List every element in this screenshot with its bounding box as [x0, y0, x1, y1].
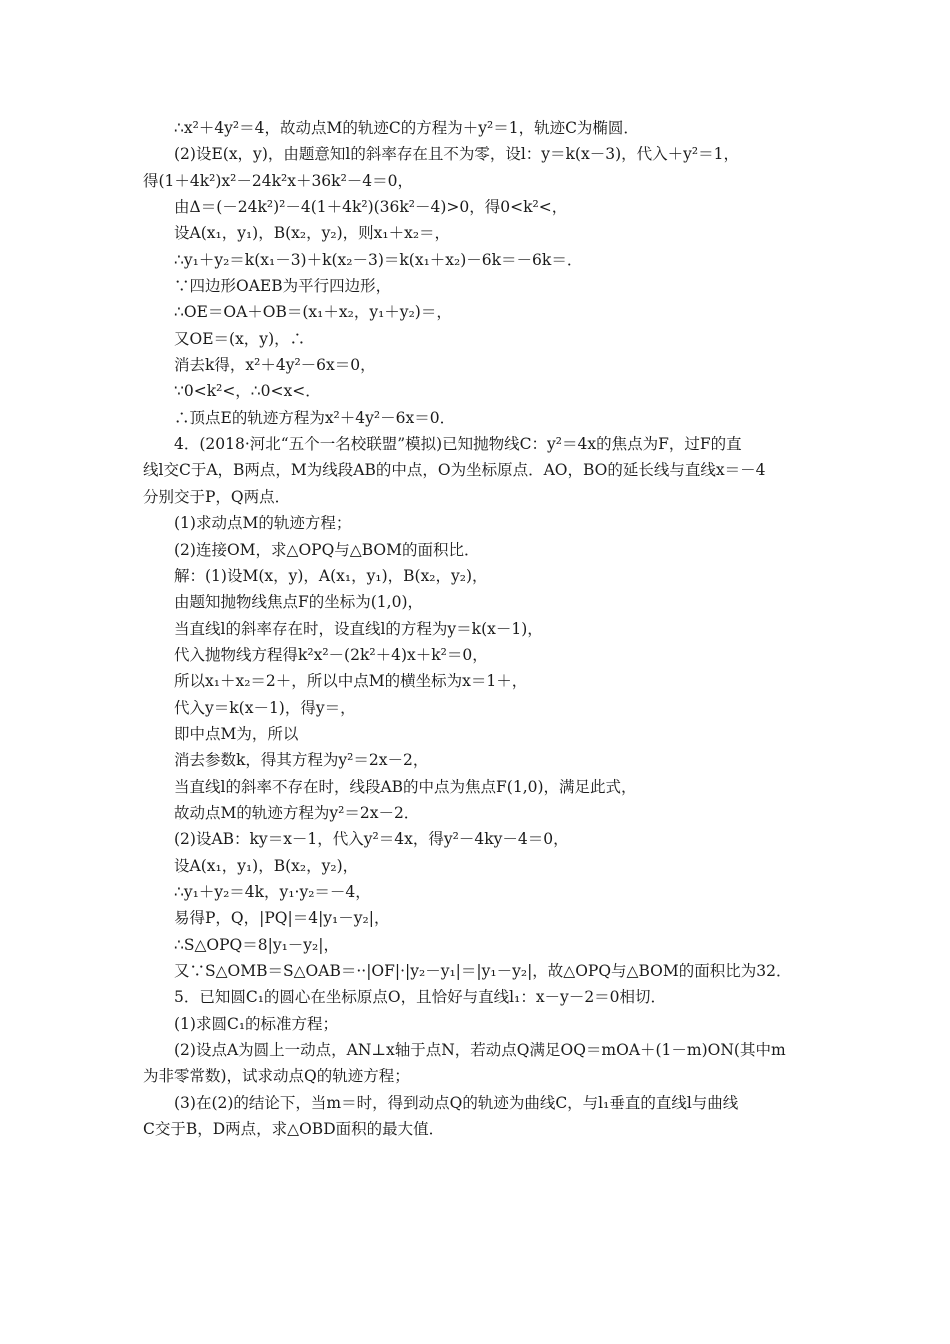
text-line: ∴S△OPQ＝8|y₁－y₂|，: [174, 935, 339, 954]
text-line: 又OE＝(x，y)，∴: [174, 329, 306, 348]
text-line: 解：(1)设M(x，y)，A(x₁，y₁)，B(x₂，y₂)，: [174, 566, 488, 585]
text-line: (2)设点A为圆上一动点，AN⊥x轴于点N，若动点Q满足OQ＝mOA＋(1－m)ON(其中m: [174, 1041, 786, 1060]
text-line: 消去k得，x²＋4y²－6x＝0，: [174, 356, 376, 375]
text-line: 代入抛物线方程得k²x²－(2k²＋4)x＋k²＝0，: [174, 645, 488, 664]
text-line: ∴x²＋4y²＝4，故动点M的轨迹C的方程为＋y²＝1，轨迹C为椭圆．: [174, 119, 639, 137]
text-line: (1)求动点M的轨迹方程；: [174, 514, 352, 533]
text-line: 即中点M为，所以: [174, 724, 299, 743]
text-line: 当直线l的斜率存在时，设直线l的方程为y＝k(x－1)，: [174, 619, 543, 638]
text-line: ∴y₁＋y₂＝k(x₁－3)＋k(x₂－3)＝k(x₁＋x₂)－6k＝－6k＝．: [174, 250, 583, 269]
text-line: 又∵S△OMB＝S△OAB＝··|OF|·|y₂－y₁|＝|y₁－y₂|，故△OPQ与△BOM的面积比为32．: [174, 962, 792, 980]
text-line: 4．(2018·河北“五个一名校联盟”模拟)已知抛物线C：y²＝4x的焦点为F，过F的直: [174, 435, 742, 454]
text-line: 设A(x₁，y₁)，B(x₂，y₂)，: [174, 856, 359, 875]
document-body: [143, 115, 815, 1142]
text-line: (2)连接OM，求△OPQ与△BOM的面积比．: [174, 540, 480, 559]
text-line: (3)在(2)的结论下，当m＝时，得到动点Q的轨迹为曲线C，与l₁垂直的直线l与曲线: [174, 1093, 739, 1112]
text-line: 为非零常数)，试求动点Q的轨迹方程；: [143, 1067, 410, 1086]
text-line: (2)设AB：ky＝x－1，代入y²＝4x，得y²－4ky－4＝0，: [174, 830, 569, 849]
text-line: 由Δ＝(－24k²)²－4(1＋4k²)(36k²－4)>0，得0<k²<，: [174, 198, 568, 217]
text-line: ∴y₁＋y₂＝4k，y₁·y₂＝－4，: [174, 882, 371, 901]
text-line: 由题知抛物线焦点F的坐标为(1,0)，: [174, 593, 424, 612]
text-line: 消去参数k，得其方程为y²＝2x－2，: [174, 751, 429, 770]
text-line: 易得P，Q，|PQ|＝4|y₁－y₂|，: [174, 909, 390, 928]
text-line: ∴顶点E的轨迹方程为x²＋4y²－6x＝0．: [174, 408, 456, 427]
text-line: 分别交于P，Q两点．: [143, 487, 291, 506]
text-line: 所以x₁＋x₂＝2＋，所以中点M的横坐标为x＝1＋，: [174, 672, 528, 691]
text-line: (2)设E(x，y)，由题意知l的斜率存在且不为零，设l：y＝k(x－3)，代入＋y²＝1，: [174, 145, 739, 164]
text-line: ∵0<k²<，∴0<x<．: [174, 382, 321, 401]
text-line: 故动点M的轨迹方程为y²＝2x－2．: [174, 803, 420, 822]
text-line: ∵四边形OAEB为平行四边形，: [174, 277, 392, 296]
text-line: 代入y＝k(x－1)，得y＝，: [174, 698, 356, 717]
text-line: 5．已知圆C₁的圆心在坐标原点O，且恰好与直线l₁：x－y－2＝0相切．: [174, 988, 667, 1007]
text-line: 当直线l的斜率不存在时，线段AB的中点为焦点F(1,0)，满足此式，: [174, 777, 637, 796]
text-line: ∴OE＝OA＋OB＝(x₁＋x₂，y₁＋y₂)＝，: [174, 303, 452, 322]
text-line: 线l交C于A，B两点，M为线段AB的中点，O为坐标原点．AO，BO的延长线与直线x＝－4: [143, 461, 766, 480]
text-line: 设A(x₁，y₁)，B(x₂，y₂)，则x₁＋x₂＝，: [174, 224, 451, 243]
text-line: (1)求圆C₁的标准方程；: [174, 1014, 339, 1033]
text-line: 得(1＋4k²)x²－24k²x＋36k²－4＝0，: [143, 171, 414, 190]
text-line: C交于B，D两点，求△OBD面积的最大值．: [143, 1120, 445, 1139]
